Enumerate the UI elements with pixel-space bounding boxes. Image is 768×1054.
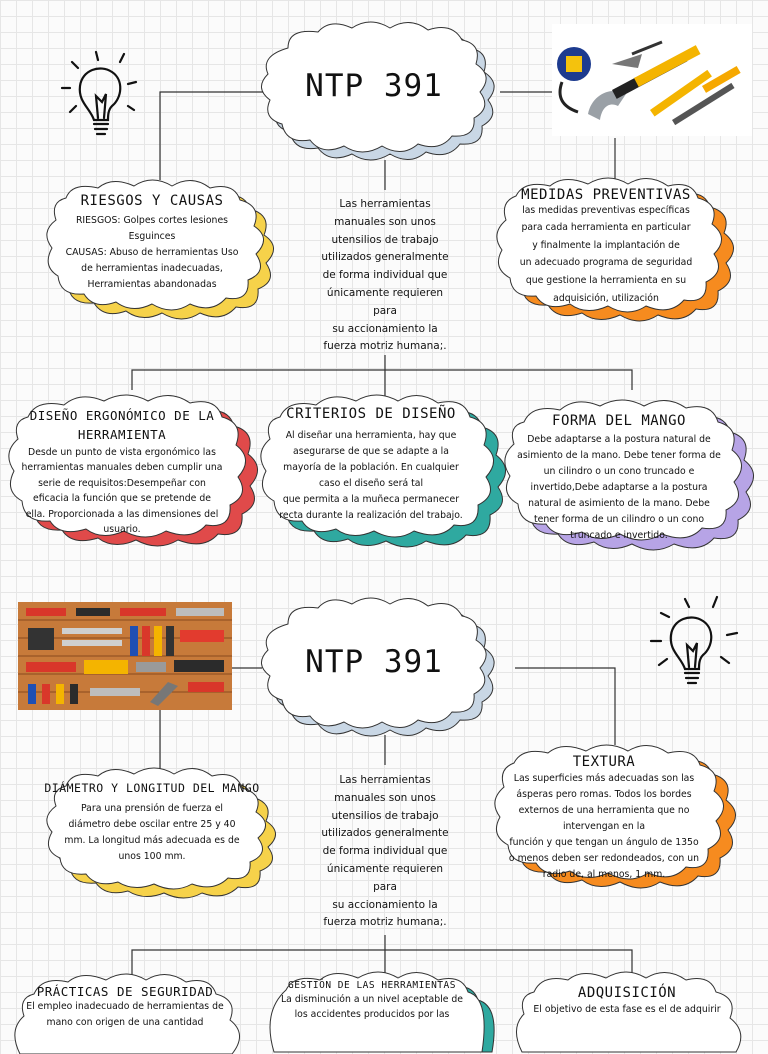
riesgos-cloud [42,180,282,320]
intro-text-1: Las herramientas manuales son unos utensilios de trabajo utilizados generalmente de forma individual que únicamente requieren para su accionamiento la fuerza motriz humana;. [321,198,449,353]
intro-text-2: Las herramientas manuales son unos utensilios de trabajo utilizados generalmente de forma individual que únicamente requieren para su accionamiento la fuerza motriz humana;. [321,774,449,929]
forma-mango-title: FORMA DEL MANGO [552,413,686,429]
medidas-cloud [492,178,742,328]
riesgos-body: RIESGOS: Golpes cortes lesiones Esguinces CAUSAS: Abuso de herramientas Uso de herramientas inadecuadas, Herramientas abandonadas [65,214,239,290]
forma-mango-cloud [500,400,762,558]
criterios-title: CRITERIOS DE DISEÑO [286,406,456,422]
workshop-tools-photo [18,602,232,710]
adquisicion-body: El objetivo de esta fase es el de adquirir [533,1004,721,1016]
main-title: NTP 391 [305,68,443,104]
diametro-cloud [42,768,284,898]
main-title-cloud-2 [248,598,520,738]
forma-mango-body: Debe adaptarse a la postura natural de asimiento de la mano. Debe tener forma de un cilindro o un cono truncado e invertido,Debe adaptarse a la postura natural de asimiento de la mano. Debe tener forma de un cilindro o un cono truncado e invertido. [517,433,721,541]
gestion-title: GESTIÓN DE LAS HERRAMIENTAS [288,980,456,991]
medidas-title: MEDIDAS PREVENTIVAS [521,187,691,203]
practicas-body: El empleo inadecuado de herramientas de mano con origen de una cantidad [26,1001,224,1028]
gestion-body: La disminución a un nivel aceptable de los accidentes producidos por las [281,994,463,1021]
gestion-cloud [262,972,506,1052]
diseno-ergonomico-cloud [4,395,266,555]
adquisicion-cloud [510,972,760,1052]
adquisicion-title: ADQUISICIÓN [577,985,677,1001]
hand-tools-photo [552,24,752,136]
medidas-body: las medidas preventivas específicas para cada herramienta en particular y finalmente la implantación de un adecuado programa de seguridad que gestione la herramienta en su adquisición, utilización [519,204,693,304]
riesgos-title: RIESGOS Y CAUSAS [80,193,224,209]
textura-body: Las superficies más adecuadas son las ásperas pero romas. Todos los bordes externos de una herramienta que no intervengan en la función y que tengan un ángulo de 135o o menos deben ser redondeados, con un radio de, al menos, 1 mm. [508,773,700,881]
lightbulb-icon [52,40,152,140]
textura-cloud [490,745,746,895]
lightbulb-icon [645,585,745,695]
criterios-body: Al diseñar una herramienta, hay que asegurarse de que se adapte a la mayoría de la población. En cualquier caso el diseño será tal que permita a la muñeca permanecer recta durante la realización del trabajo. [279,429,463,521]
diseno-ergonomico-body: Desde un punto de vista ergonómico las herramientas manuales deben cumplir una serie de requisitos:Desempeñar con eficacia la función que se pretende de ella. Proporcionada a las dimensiones del usuario. [21,446,223,535]
diseno-ergonomico-title: DISEÑO ERGONÓMICO DE LA HERRAMIENTA [29,408,215,442]
main-title-2: NTP 391 [305,644,443,680]
practicas-title: PRÁCTICAS DE SEGURIDAD [36,984,214,999]
diametro-body: Para una prensión de fuerza el diámetro debe oscilar entre 25 y 40 mm. La longitud más adecuada es de unos 100 mm. [64,803,240,863]
practicas-cloud [10,974,260,1054]
main-title-cloud [248,22,520,162]
textura-title: TEXTURA [572,754,636,770]
criterios-cloud [256,395,514,555]
diametro-title: DIÁMETRO Y LONGITUD DEL MANGO [44,781,260,795]
